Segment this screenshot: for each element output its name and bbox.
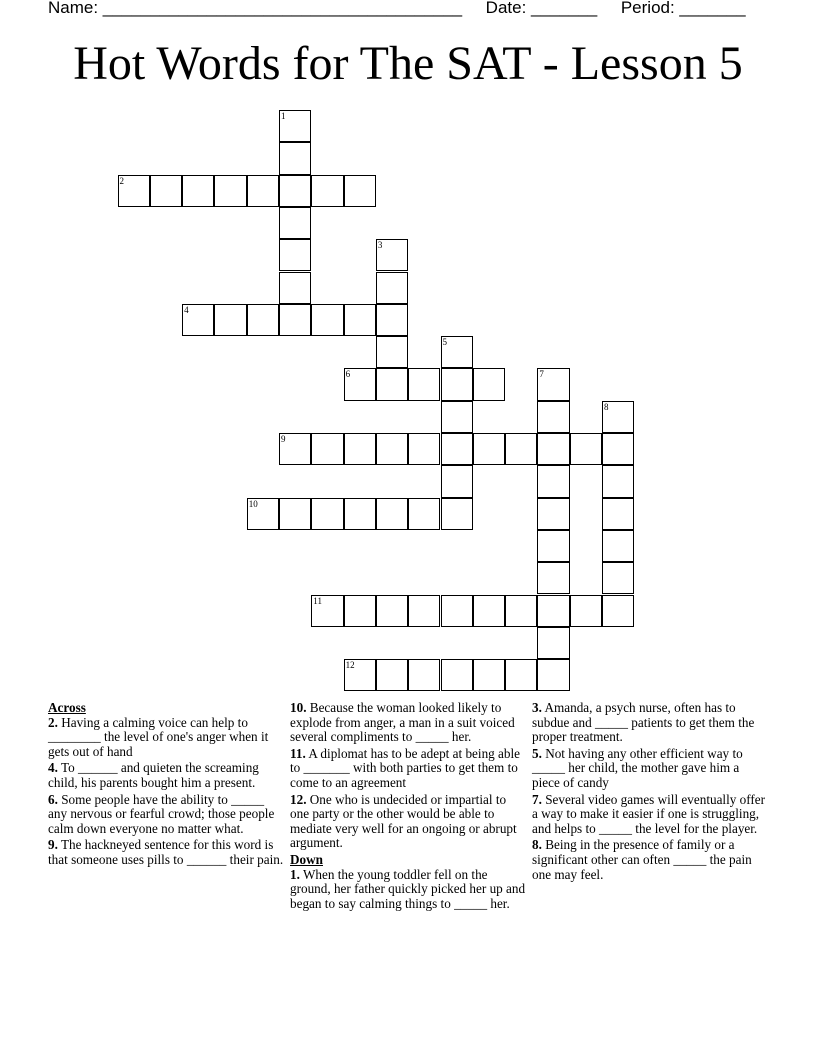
cell-number: 6 xyxy=(345,369,351,380)
grid-cell[interactable] xyxy=(408,659,440,691)
grid-cell[interactable] xyxy=(279,142,311,174)
grid-cell[interactable] xyxy=(441,498,473,530)
grid-cell[interactable] xyxy=(344,175,376,207)
grid-cell[interactable] xyxy=(473,433,505,465)
grid-cell[interactable] xyxy=(376,239,408,271)
grid-cell[interactable] xyxy=(505,433,537,465)
grid-cell[interactable] xyxy=(182,304,214,336)
grid-cell[interactable] xyxy=(505,595,537,627)
clues-column-2 xyxy=(290,701,528,913)
grid-cell[interactable] xyxy=(344,304,376,336)
grid-cell[interactable] xyxy=(118,175,150,207)
grid-cell[interactable] xyxy=(537,498,569,530)
grid-cell[interactable] xyxy=(441,465,473,497)
clues-column-3 xyxy=(532,701,770,884)
page-title: Hot Words for The SAT - Lesson 5 xyxy=(73,37,743,90)
grid-cell[interactable] xyxy=(311,433,343,465)
grid-cell[interactable] xyxy=(247,175,279,207)
grid-cell[interactable] xyxy=(570,595,602,627)
grid-cell[interactable] xyxy=(311,175,343,207)
grid-cell[interactable] xyxy=(441,368,473,400)
grid-cell[interactable] xyxy=(602,530,634,562)
grid-cell[interactable] xyxy=(537,530,569,562)
cell-number: 5 xyxy=(442,337,447,348)
grid-cell[interactable] xyxy=(279,175,311,207)
cell-number: 2 xyxy=(119,175,124,186)
grid-cell[interactable] xyxy=(247,304,279,336)
clue-down-5: 5. Not having any other efficient way to _____ her child, the mother gave him a piece of candy xyxy=(532,745,743,790)
cell-number: 12 xyxy=(345,660,355,671)
grid-cell[interactable] xyxy=(602,401,634,433)
across-heading: Across xyxy=(48,700,86,715)
clue-down-1: 1. When the young toddler fell on the ground, her father quickly picked her up and began to say calming things to _____ her. xyxy=(290,866,526,911)
clue-across-11: 11. A diplomat has to be adept at being able to _______ with both parties to get them to come to an agreement xyxy=(290,745,521,790)
grid-cell[interactable] xyxy=(279,272,311,304)
grid-cell[interactable] xyxy=(279,207,311,239)
grid-cell[interactable] xyxy=(408,595,440,627)
grid-cell[interactable] xyxy=(311,595,343,627)
grid-cell[interactable] xyxy=(441,336,473,368)
cell-number: 4 xyxy=(184,304,189,315)
clue-down-3: 3. Amanda, a psych nurse, often has to subdue and _____ patients to get them the proper treatment. xyxy=(532,700,755,745)
grid-cell[interactable] xyxy=(408,368,440,400)
header-fields: Name: ______________________________________ Date: _______ Period: _______ xyxy=(48,0,746,17)
grid-cell[interactable] xyxy=(311,498,343,530)
grid-cell[interactable] xyxy=(441,659,473,691)
cell-number: 11 xyxy=(313,595,322,606)
grid-cell[interactable] xyxy=(376,498,408,530)
down-heading: Down xyxy=(290,851,323,867)
grid-cell[interactable] xyxy=(376,368,408,400)
grid-cell[interactable] xyxy=(279,304,311,336)
grid-cell[interactable] xyxy=(473,595,505,627)
grid-cell[interactable] xyxy=(570,433,602,465)
clue-across-12: 12. One who is undecided or impartial to one party or the other would be able to mediate very well for an ongoing or abrupt argument. xyxy=(290,791,517,851)
grid-cell[interactable] xyxy=(279,498,311,530)
grid-cell[interactable] xyxy=(376,272,408,304)
grid-cell[interactable] xyxy=(150,175,182,207)
cell-number: 10 xyxy=(248,498,258,509)
grid-cell[interactable] xyxy=(279,110,311,142)
cell-number: 7 xyxy=(539,369,544,380)
cell-number: 1 xyxy=(281,111,286,121)
clue-down-7: 7. Several video games will eventually offer a way to make it easier if one is struggling, and helps to _____ the level for the player. xyxy=(532,791,766,836)
grid-cell[interactable] xyxy=(537,595,569,627)
grid-cell[interactable] xyxy=(602,562,634,594)
grid-cell[interactable] xyxy=(344,659,376,691)
grid-cell[interactable] xyxy=(602,498,634,530)
grid-cell[interactable] xyxy=(279,433,311,465)
clue-across-10: 10. Because the woman looked likely to explode from anger, a man in a suit voiced several compliments to _____ her. xyxy=(290,700,515,745)
grid-cell[interactable] xyxy=(344,368,376,400)
grid-cell[interactable] xyxy=(214,175,246,207)
clue-across-9: 9. The hackneyed sentence for this word is that someone uses pills to ______ their pain. xyxy=(48,837,284,867)
grid-cell[interactable] xyxy=(537,368,569,400)
cell-number: 8 xyxy=(604,401,609,412)
grid-cell[interactable] xyxy=(473,659,505,691)
grid-cell[interactable] xyxy=(376,304,408,336)
grid-cell[interactable] xyxy=(537,433,569,465)
grid-cell[interactable] xyxy=(344,433,376,465)
grid-cell[interactable] xyxy=(408,433,440,465)
grid-cell[interactable] xyxy=(344,498,376,530)
cell-number: 9 xyxy=(281,434,286,444)
grid-cell[interactable] xyxy=(537,401,569,433)
grid-cell[interactable] xyxy=(537,562,569,594)
grid-cell[interactable] xyxy=(537,627,569,659)
grid-cell[interactable] xyxy=(376,433,408,465)
clue-across-6: 6. Some people have the ability to _____ any nervous or fearful crowd; those people calm down everyone no matter what. xyxy=(48,791,275,836)
grid-cell[interactable] xyxy=(247,498,279,530)
grid-cell[interactable] xyxy=(505,659,537,691)
grid-cell[interactable] xyxy=(214,304,246,336)
grid-cell[interactable] xyxy=(182,175,214,207)
grid-cell[interactable] xyxy=(602,433,634,465)
grid-cell[interactable] xyxy=(311,304,343,336)
grid-cell[interactable] xyxy=(376,659,408,691)
grid-cell[interactable] xyxy=(602,595,634,627)
cell-number: 3 xyxy=(377,240,383,251)
grid-cell[interactable] xyxy=(344,595,376,627)
grid-cell[interactable] xyxy=(441,401,473,433)
grid-cell[interactable] xyxy=(537,465,569,497)
clues-column-1 xyxy=(48,701,286,870)
grid-cell[interactable] xyxy=(279,239,311,271)
grid-cell[interactable] xyxy=(376,595,408,627)
grid-cell[interactable] xyxy=(537,659,569,691)
grid-cell[interactable] xyxy=(473,368,505,400)
grid-cell[interactable] xyxy=(408,498,440,530)
grid-cell[interactable] xyxy=(602,465,634,497)
clue-across-4: 4. To ______ and quieten the screaming child, his parents bought him a present. xyxy=(48,760,259,790)
grid-cell[interactable] xyxy=(376,336,408,368)
grid-cell[interactable] xyxy=(441,433,473,465)
clue-down-8: 8. Being in the presence of family or a significant other can often _____ the pain one may feel. xyxy=(532,837,752,882)
grid-cell[interactable] xyxy=(441,595,473,627)
clue-across-2: 2. Having a calming voice can help to ________ the level of one's anger when it gets out of hand xyxy=(48,714,269,759)
